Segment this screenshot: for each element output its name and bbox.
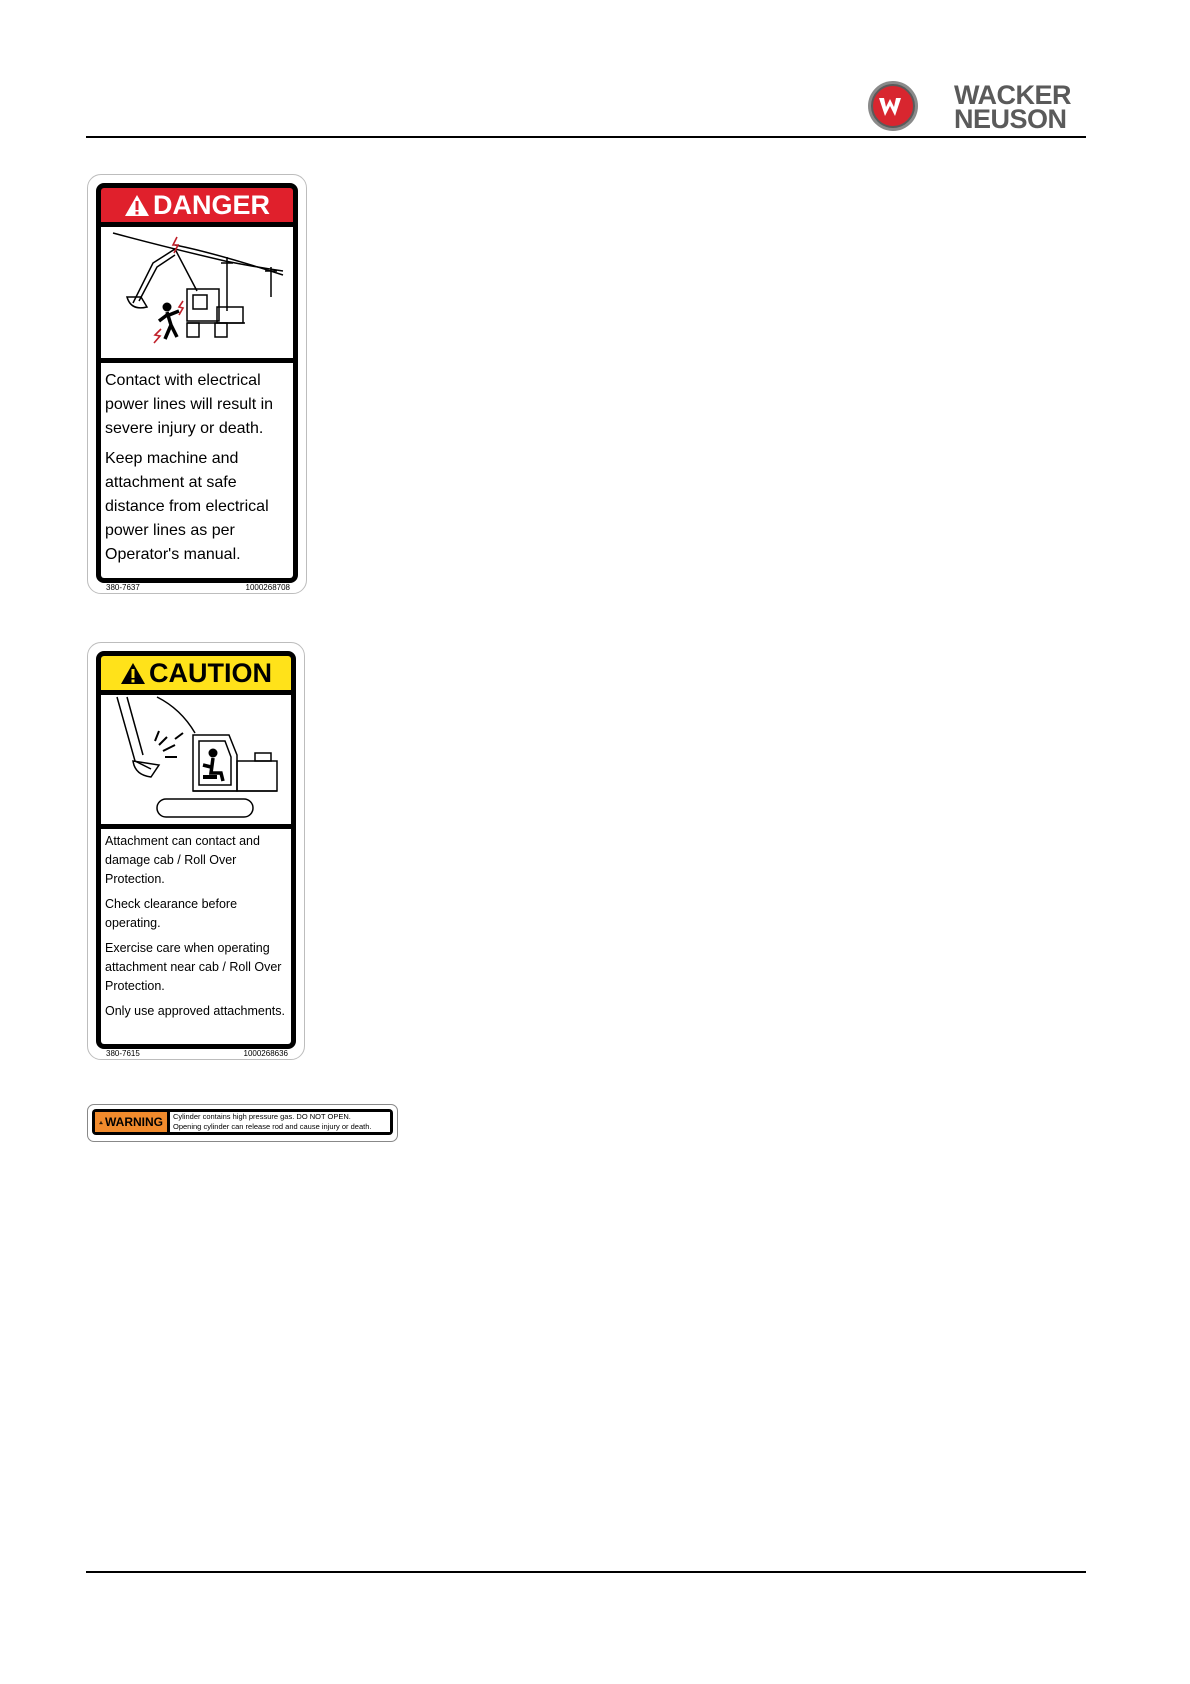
brand-line-1: WACKER — [954, 80, 1071, 110]
warning-label — [95, 1112, 167, 1132]
header-rule — [86, 136, 1086, 138]
warning-title: WARNING — [105, 1115, 163, 1129]
caution-header — [101, 656, 291, 690]
wacker-neuson-logo-icon — [866, 79, 920, 133]
excavator-power-line-icon — [101, 227, 293, 358]
excavator-cab-icon — [101, 695, 291, 824]
danger-code-right: 1000268708 — [245, 583, 290, 592]
power-line-hazard-pictogram — [101, 227, 293, 358]
caution-code-right: 1000268636 — [243, 1049, 288, 1058]
warning-message — [170, 1112, 390, 1132]
caution-paragraph-3: Exercise care when operating attachment near cab / Roll Over Protection. — [105, 941, 282, 993]
caution-paragraph-4: Only use approved attachments. — [105, 1004, 285, 1018]
danger-header — [101, 188, 293, 222]
danger-message — [101, 363, 293, 583]
danger-decal-frame — [96, 183, 298, 583]
caution-title: CAUTION — [149, 657, 272, 688]
danger-paragraph-1: Contact with electrical power lines will result in severe injury or death. — [105, 372, 274, 437]
danger-decal — [87, 174, 307, 594]
warning-decal — [87, 1104, 398, 1142]
warning-triangle-icon — [99, 1117, 103, 1128]
caution-message — [101, 829, 291, 1048]
danger-codes — [106, 583, 290, 592]
brand-wordmark — [954, 80, 1071, 134]
warning-line-1: Cylinder contains high pressure gas. DO NOT OPEN. — [173, 1112, 351, 1121]
warning-triangle-icon — [124, 194, 150, 217]
caution-paragraph-1: Attachment can contact and damage cab / Roll Over Protection. — [105, 834, 260, 886]
footer-rule — [86, 1571, 1086, 1573]
caution-code-left: 380-7615 — [106, 1049, 140, 1058]
caution-codes — [106, 1049, 288, 1058]
cab-contact-hazard-pictogram — [101, 695, 291, 824]
caution-decal-frame — [96, 651, 296, 1049]
warning-line-2: Opening cylinder can release rod and cause injury or death. — [173, 1122, 372, 1131]
danger-title: DANGER — [152, 189, 270, 220]
warning-band — [92, 1109, 393, 1135]
brand-line-2: NEUSON — [954, 104, 1067, 134]
danger-code-left: 380-7637 — [106, 583, 140, 592]
caution-paragraph-2: Check clearance before operating. — [105, 897, 238, 930]
warning-triangle-icon — [120, 662, 146, 685]
caution-decal — [87, 642, 305, 1060]
danger-paragraph-2: Keep machine and attachment at safe distance from electrical power lines as per Operator's manual. — [105, 450, 269, 563]
